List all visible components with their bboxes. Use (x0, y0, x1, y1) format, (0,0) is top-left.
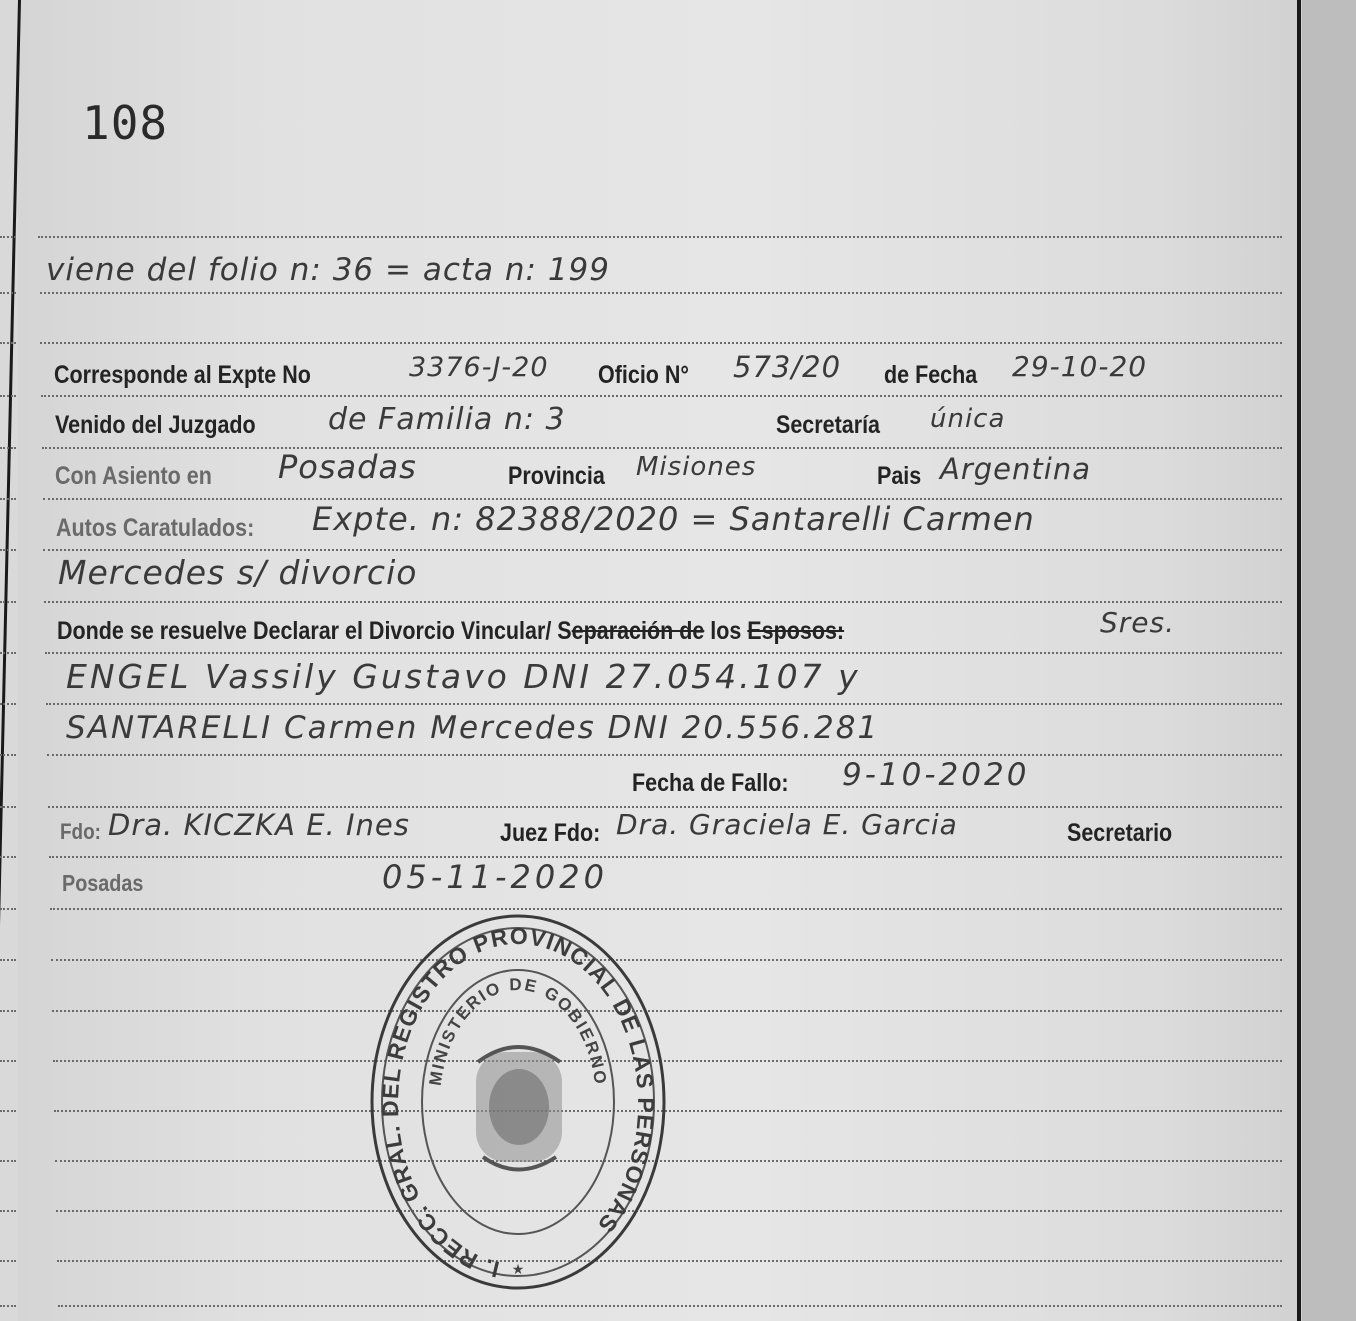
label-secretario: Secretario (1067, 819, 1173, 847)
value-secretaria: única (930, 404, 1006, 434)
value-esposo-1: ENGEL Vassily Gustavo DNI 27.054.107 y (66, 657, 861, 696)
margin-rule (0, 292, 16, 294)
value-juzgado: de Familia n: 3 (328, 402, 566, 437)
label-donde-part2: los (704, 617, 748, 645)
ruled-line (47, 754, 1282, 756)
label-provincia: Provincia (508, 462, 605, 490)
label-donde (57, 617, 844, 646)
label-pais: Pais (877, 462, 922, 490)
margin-rule (0, 652, 16, 654)
ruled-line (57, 1260, 1282, 1262)
margin-rule (0, 342, 16, 344)
ruled-line (38, 236, 1282, 238)
margin-rule (0, 1210, 16, 1212)
value-secretario: Dra. Graciela E. Garcia (616, 808, 958, 841)
margin-rule (0, 236, 16, 238)
margin-rule (0, 1260, 16, 1262)
ruled-line (44, 601, 1282, 603)
seal-outer-text: I. RECC. GRAL. DEL REGISTRO PROVINCIAL DE LAS PERSONAS (376, 922, 660, 1283)
ruled-line (41, 395, 1282, 397)
coat-of-arms-icon (476, 1047, 562, 1170)
margin-rule (0, 959, 16, 961)
value-fecha: 29-10-20 (1012, 350, 1148, 383)
value-pais: Argentina (940, 452, 1091, 486)
label-corresponde: Corresponde al Expte No (54, 361, 311, 389)
value-autos-line2: Mercedes s/ divorcio (58, 553, 418, 592)
value-oficio: 573/20 (733, 350, 842, 384)
margin-rule (0, 447, 16, 449)
margin-rule (0, 498, 16, 500)
label-autos: Autos Caratulados: (56, 514, 255, 542)
label-con-asiento: Con Asiento en (55, 462, 212, 490)
margin-rule (0, 1010, 16, 1012)
label-venido: Venido del Juzgado (55, 411, 256, 439)
margin-rule (0, 395, 16, 397)
ruled-line (49, 856, 1282, 858)
margin-rule (0, 908, 16, 910)
margin-rule (0, 754, 16, 756)
folio-number: 108 (82, 96, 169, 150)
value-esposos-prefix: Sres. (1100, 606, 1175, 639)
ruled-line (46, 703, 1282, 705)
official-seal (368, 912, 668, 1292)
margin-rule (0, 703, 16, 705)
label-donde-part1: Donde se resuelve Declarar el Divorcio Vincular/ S (57, 617, 572, 645)
margin-rule (0, 856, 16, 858)
margin-rule (0, 1110, 16, 1112)
label-posadas: Posadas (62, 870, 144, 896)
margin-rule (0, 1160, 16, 1162)
ruled-line (43, 549, 1282, 551)
label-oficio: Oficio N° (598, 361, 690, 389)
value-expte: 3376-J-20 (409, 352, 549, 383)
ruled-line (50, 908, 1282, 910)
value-autos-line1: Expte. n: 82388/2020 = Santarelli Carmen (312, 500, 1035, 538)
margin-rule (0, 1060, 16, 1062)
label-esposos: Esposos: (747, 617, 845, 645)
ruled-line (56, 1210, 1282, 1212)
ruled-line (42, 447, 1282, 449)
ruled-line (58, 1305, 1282, 1307)
value-juez: Dra. KICZKA E. Ines (108, 808, 410, 842)
ruled-line (40, 292, 1282, 294)
seal-star: ★ (511, 1261, 525, 1277)
viene-del-folio-note: viene del folio n: 36 = acta n: 199 (46, 252, 610, 288)
ruled-line (55, 1160, 1282, 1162)
margin-rule (0, 601, 16, 603)
label-secretaria: Secretaría (776, 411, 881, 439)
margin-rule (0, 1305, 16, 1307)
margin-rule (0, 549, 16, 551)
right-binding-line (1297, 0, 1301, 1321)
margin-rule (0, 806, 16, 808)
ruled-line (40, 342, 1282, 344)
value-fecha-fallo: 9-10-2020 (842, 757, 1030, 793)
value-provincia: Misiones (636, 452, 757, 482)
value-asiento: Posadas (278, 448, 417, 486)
ruled-line (45, 652, 1282, 654)
seal-inner-text: MINISTERIO DE GOBIERNO (425, 974, 611, 1087)
value-esposo-2: SANTARELLI Carmen Mercedes DNI 20.556.281 (66, 710, 880, 746)
ruled-line (54, 1110, 1282, 1112)
right-edge-strip (1302, 0, 1356, 1321)
label-fecha-fallo: Fecha de Fallo: (632, 769, 789, 797)
label-fdo: Fdo: (60, 819, 101, 844)
label-donde-strikethrough: eparación de (571, 617, 705, 645)
label-juez-fdo: Juez Fdo: (500, 819, 601, 847)
value-posadas-fecha: 05-11-2020 (382, 858, 608, 896)
label-de-fecha: de Fecha (884, 361, 978, 389)
